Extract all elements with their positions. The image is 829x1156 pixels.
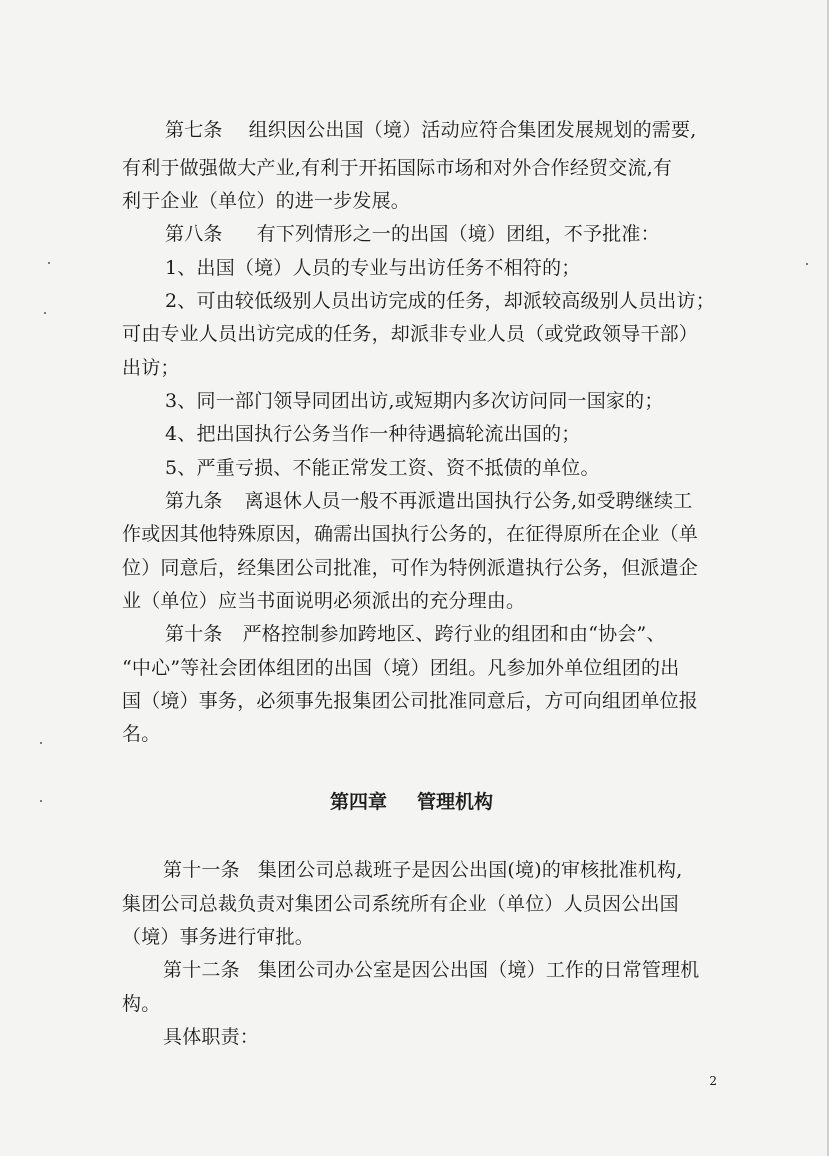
article-10-line-2: “中心”等社会团体组团的出国（境）团组。凡参加外单位组团的出 [122,657,680,679]
article-7-label: 第七条 [165,119,223,141]
article-11-line-1: 第十一条 集团公司总裁班子是因公出国(境)的审核批准机构, [163,859,683,881]
article-12-label: 第十二条 [163,959,240,981]
article-9-line-3: 位）同意后，经集团公司批准，可作为特例派遣执行公务，但派遣企 [122,557,699,579]
scan-speck [40,800,42,802]
article-7-line-1: 第七条 组织因公出国（境）活动应符合集团发展规划的需要, [165,119,697,141]
scan-speck [48,262,50,264]
article-9-line-4: 业（单位）应当书面说明必须派出的充分理由。 [122,590,526,612]
scan-speck [806,263,808,265]
article-8-item-4: 4、把出国执行公务当作一种待遇搞轮流出国的； [165,423,581,445]
article-8-item-3: 3、同一部门领导同团出访,或短期内多次访问同一国家的； [165,390,664,412]
article-10-label: 第十条 [165,623,223,645]
article-9-line-2: 作或因其他特殊原因，确需出国执行公务的，在征得原所在企业（单 [122,523,699,545]
article-8-item-1: 1、出国（境）人员的专业与出访任务不相符的； [165,257,581,279]
article-8-item-2: 2、可由较低级别人员出访完成的任务，却派较高级别人员出访； [165,290,715,312]
article-8-item-2-cont: 可由专业人员出访完成的任务，却派非专业人员（或党政领导干部） [122,323,699,345]
scan-speck [44,312,46,314]
article-8-item-2-end: 出访； [122,357,180,379]
article-12-duties: 具体职责： [163,1026,260,1048]
article-10-line-3: 国（境）事务，必须事先报集团公司批准同意后，方可向组团单位报 [122,690,699,712]
article-11-line-2: 集团公司总裁负责对集团公司系统所有企业（单位）人员因公出国 [122,893,679,915]
article-10-line-1: 第十条 严格控制参加跨地区、跨行业的组团和由“协会”、 [165,623,666,645]
article-8-item-5: 5、严重亏损、不能正常发工资、资不抵债的单位。 [165,457,600,479]
chapter-4-heading [330,790,493,814]
article-7-line-2: 有利于做强做大产业,有利于开拓国际市场和对外合作经贸交流,有 [122,157,673,179]
article-7-line-3: 利于企业（单位）的进一步发展。 [122,190,411,212]
scan-speck [40,742,42,744]
article-8-line-1: 第八条 有下列情形之一的出国（境）团组，不予批准： [165,223,660,245]
page-number: 2 [709,1074,717,1088]
article-9-label: 第九条 [165,490,223,512]
chapter-4-title: 管理机构 [417,791,494,813]
article-11-line-3: （境）事务进行审批。 [122,926,315,948]
article-8-label: 第八条 [165,223,223,245]
article-12-line-2: 构。 [122,993,161,1015]
article-11-label: 第十一条 [163,859,240,881]
article-12-line-1: 第十二条 集团公司办公室是因公出国（境）工作的日常管理机 [163,959,700,981]
article-9-line-1: 第九条 离退休人员一般不再派遣出国执行公务,如受聘继续工 [165,490,693,512]
chapter-4-label: 第四章 [330,791,388,813]
article-10-line-4: 名。 [122,723,161,745]
